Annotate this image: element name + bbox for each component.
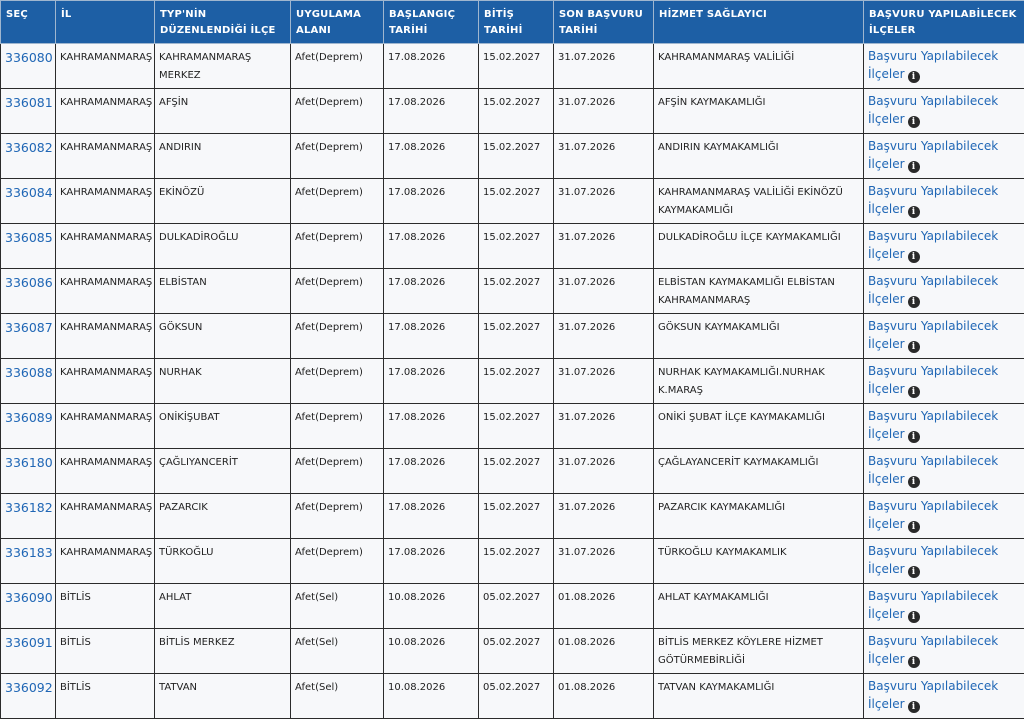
row-id-link[interactable]: 336090 (1, 584, 56, 629)
row-district: KAHRAMANMARAŞ MERKEZ (155, 44, 291, 89)
row-id-link[interactable]: 336082 (1, 134, 56, 179)
info-icon[interactable]: i (908, 476, 920, 488)
row-district: TÜRKOĞLU (155, 539, 291, 584)
row-district: ELBİSTAN (155, 269, 291, 314)
row-eligible-districts-cell (864, 269, 1024, 314)
row-application-area: Afet(Deprem) (291, 179, 384, 224)
row-service-provider: AFŞİN KAYMAKAMLIĞI (654, 89, 864, 134)
row-province: KAHRAMANMARAŞ (56, 359, 155, 404)
row-id-link[interactable]: 336089 (1, 404, 56, 449)
row-start-date: 17.08.2026 (384, 134, 479, 179)
info-icon[interactable]: i (908, 656, 920, 668)
row-province: KAHRAMANMARAŞ (56, 269, 155, 314)
row-service-provider: KAHRAMANMARAŞ VALİLİĞİ EKİNÖZÜ KAYMAKAMLIĞI (654, 179, 864, 224)
row-service-provider: ONİKİ ŞUBAT İLÇE KAYMAKAMLIĞI (654, 404, 864, 449)
table-row (1, 539, 1024, 584)
table-row (1, 584, 1024, 629)
row-application-area: Afet(Deprem) (291, 224, 384, 269)
row-application-area: Afet(Deprem) (291, 269, 384, 314)
row-application-area: Afet(Sel) (291, 674, 384, 719)
row-province: KAHRAMANMARAŞ (56, 134, 155, 179)
row-start-date: 17.08.2026 (384, 449, 479, 494)
row-start-date: 17.08.2026 (384, 539, 479, 584)
row-end-date: 15.02.2027 (479, 359, 554, 404)
table-row (1, 629, 1024, 674)
row-deadline: 31.07.2026 (554, 404, 654, 449)
row-end-date: 15.02.2027 (479, 539, 554, 584)
info-icon[interactable]: i (908, 296, 920, 308)
row-start-date: 17.08.2026 (384, 494, 479, 539)
column-header-select: SEÇ (1, 1, 56, 44)
row-eligible-districts-cell (864, 539, 1024, 584)
row-deadline: 31.07.2026 (554, 44, 654, 89)
table-row (1, 89, 1024, 134)
row-service-provider: ELBİSTAN KAYMAKAMLIĞI ELBİSTAN KAHRAMANMARAŞ (654, 269, 864, 314)
row-end-date: 15.02.2027 (479, 449, 554, 494)
row-province: KAHRAMANMARAŞ (56, 179, 155, 224)
row-province: KAHRAMANMARAŞ (56, 539, 155, 584)
row-start-date: 17.08.2026 (384, 89, 479, 134)
row-deadline: 31.07.2026 (554, 494, 654, 539)
row-district: NURHAK (155, 359, 291, 404)
info-icon[interactable]: i (908, 71, 920, 83)
row-eligible-districts-cell (864, 404, 1024, 449)
row-province: BİTLİS (56, 674, 155, 719)
row-end-date: 15.02.2027 (479, 494, 554, 539)
row-end-date: 15.02.2027 (479, 179, 554, 224)
row-end-date: 05.02.2027 (479, 629, 554, 674)
table-row (1, 359, 1024, 404)
row-district: ÇAĞLIYANCERİT (155, 449, 291, 494)
table-row (1, 494, 1024, 539)
row-deadline: 31.07.2026 (554, 134, 654, 179)
table-row (1, 674, 1024, 719)
eligible-districts-link[interactable]: Başvuru Yapılabilecek İlçeler (868, 454, 998, 486)
row-deadline: 31.07.2026 (554, 314, 654, 359)
row-end-date: 15.02.2027 (479, 224, 554, 269)
eligible-districts-link[interactable]: Başvuru Yapılabilecek İlçeler (868, 94, 998, 126)
row-application-area: Afet(Deprem) (291, 89, 384, 134)
table-row (1, 44, 1024, 89)
row-id-link[interactable]: 336087 (1, 314, 56, 359)
row-deadline: 01.08.2026 (554, 629, 654, 674)
row-application-area: Afet(Deprem) (291, 314, 384, 359)
row-eligible-districts-cell (864, 44, 1024, 89)
row-application-area: Afet(Deprem) (291, 449, 384, 494)
row-eligible-districts-cell (864, 179, 1024, 224)
row-service-provider: PAZARCIK KAYMAKAMLIĞI (654, 494, 864, 539)
row-id-link[interactable]: 336081 (1, 89, 56, 134)
info-icon[interactable]: i (908, 431, 920, 443)
row-id-link[interactable]: 336084 (1, 179, 56, 224)
row-application-area: Afet(Deprem) (291, 404, 384, 449)
row-id-link[interactable]: 336091 (1, 629, 56, 674)
eligible-districts-link[interactable]: Başvuru Yapılabilecek İlçeler (868, 544, 998, 576)
column-header-end-date: BİTİŞ TARİHİ (479, 1, 554, 44)
column-header-district: TYP'NİN DÜZENLENDİĞİ İLÇE (155, 1, 291, 44)
row-eligible-districts-cell (864, 314, 1024, 359)
row-application-area: Afet(Deprem) (291, 539, 384, 584)
column-header-service-provider: HİZMET SAĞLAYICI (654, 1, 864, 44)
row-service-provider: GÖKSUN KAYMAKAMLIĞI (654, 314, 864, 359)
row-service-provider: NURHAK KAYMAKAMLIĞI.NURHAK K.MARAŞ (654, 359, 864, 404)
row-deadline: 31.07.2026 (554, 179, 654, 224)
table-row (1, 404, 1024, 449)
row-eligible-districts-cell (864, 224, 1024, 269)
eligible-districts-link[interactable]: Başvuru Yapılabilecek İlçeler (868, 409, 998, 441)
row-application-area: Afet(Deprem) (291, 359, 384, 404)
row-service-provider: DULKADİROĞLU İLÇE KAYMAKAMLIĞI (654, 224, 864, 269)
row-district: BİTLİS MERKEZ (155, 629, 291, 674)
row-start-date: 17.08.2026 (384, 269, 479, 314)
row-district: ANDIRIN (155, 134, 291, 179)
row-id-link[interactable]: 336182 (1, 494, 56, 539)
row-province: KAHRAMANMARAŞ (56, 404, 155, 449)
row-id-link[interactable]: 336086 (1, 269, 56, 314)
row-deadline: 31.07.2026 (554, 539, 654, 584)
row-start-date: 10.08.2026 (384, 629, 479, 674)
row-id-link[interactable]: 336180 (1, 449, 56, 494)
row-end-date: 15.02.2027 (479, 134, 554, 179)
row-eligible-districts-cell (864, 359, 1024, 404)
column-header-application-area: UYGULAMA ALANI (291, 1, 384, 44)
eligible-districts-link[interactable]: Başvuru Yapılabilecek İlçeler (868, 499, 998, 531)
column-header-province: İL (56, 1, 155, 44)
column-header-start-date: BAŞLANGIÇ TARİHİ (384, 1, 479, 44)
row-start-date: 17.08.2026 (384, 179, 479, 224)
row-application-area: Afet(Deprem) (291, 494, 384, 539)
row-end-date: 05.02.2027 (479, 674, 554, 719)
row-district: AFŞİN (155, 89, 291, 134)
info-icon[interactable]: i (908, 521, 920, 533)
row-id-link[interactable]: 336085 (1, 224, 56, 269)
info-icon[interactable]: i (908, 611, 920, 623)
table-header-row (1, 1, 1024, 44)
row-district: ONİKİŞUBAT (155, 404, 291, 449)
row-end-date: 15.02.2027 (479, 89, 554, 134)
row-service-provider: BİTLİS MERKEZ KÖYLERE HİZMET GÖTÜRMEBİRLİĞİ (654, 629, 864, 674)
row-province: KAHRAMANMARAŞ (56, 314, 155, 359)
row-province: KAHRAMANMARAŞ (56, 494, 155, 539)
row-province: BİTLİS (56, 584, 155, 629)
row-province: KAHRAMANMARAŞ (56, 224, 155, 269)
info-icon[interactable]: i (908, 386, 920, 398)
info-icon[interactable]: i (908, 566, 920, 578)
row-district: DULKADİROĞLU (155, 224, 291, 269)
table-row (1, 134, 1024, 179)
row-service-provider: KAHRAMANMARAŞ VALİLİĞİ (654, 44, 864, 89)
row-province: KAHRAMANMARAŞ (56, 44, 155, 89)
row-end-date: 15.02.2027 (479, 404, 554, 449)
row-id-link[interactable]: 336092 (1, 674, 56, 719)
row-district: GÖKSUN (155, 314, 291, 359)
info-icon[interactable]: i (908, 251, 920, 263)
eligible-districts-link[interactable]: Başvuru Yapılabilecek İlçeler (868, 589, 998, 621)
info-icon[interactable]: i (908, 341, 920, 353)
info-icon[interactable]: i (908, 161, 920, 173)
row-start-date: 17.08.2026 (384, 404, 479, 449)
row-deadline: 31.07.2026 (554, 359, 654, 404)
row-district: EKİNÖZÜ (155, 179, 291, 224)
row-province: KAHRAMANMARAŞ (56, 89, 155, 134)
eligible-districts-link[interactable]: Başvuru Yapılabilecek İlçeler (868, 364, 998, 396)
row-application-area: Afet(Deprem) (291, 134, 384, 179)
row-deadline: 31.07.2026 (554, 269, 654, 314)
eligible-districts-link[interactable]: Başvuru Yapılabilecek İlçeler (868, 634, 998, 666)
row-eligible-districts-cell (864, 494, 1024, 539)
row-deadline: 31.07.2026 (554, 449, 654, 494)
table-row (1, 179, 1024, 224)
row-id-link[interactable]: 336183 (1, 539, 56, 584)
row-start-date: 17.08.2026 (384, 359, 479, 404)
row-eligible-districts-cell (864, 584, 1024, 629)
row-service-provider: TATVAN KAYMAKAMLIĞI (654, 674, 864, 719)
row-start-date: 10.08.2026 (384, 584, 479, 629)
info-icon[interactable]: i (908, 701, 920, 713)
row-end-date: 05.02.2027 (479, 584, 554, 629)
info-icon[interactable]: i (908, 116, 920, 128)
column-header-deadline: SON BAŞVURU TARİHİ (554, 1, 654, 44)
row-application-area: Afet(Sel) (291, 584, 384, 629)
eligible-districts-link[interactable]: Başvuru Yapılabilecek İlçeler (868, 49, 998, 81)
row-service-provider: ANDIRIN KAYMAKAMLIĞI (654, 134, 864, 179)
table-row (1, 449, 1024, 494)
row-eligible-districts-cell (864, 89, 1024, 134)
column-header-eligible-districts: BAŞVURU YAPILABİLECEK İLÇELER (864, 1, 1024, 44)
table-row (1, 224, 1024, 269)
row-district: PAZARCIK (155, 494, 291, 539)
table-row (1, 269, 1024, 314)
row-province: BİTLİS (56, 629, 155, 674)
eligible-districts-link[interactable]: Başvuru Yapılabilecek İlçeler (868, 184, 998, 216)
info-icon[interactable]: i (908, 206, 920, 218)
row-deadline: 01.08.2026 (554, 584, 654, 629)
row-deadline: 01.08.2026 (554, 674, 654, 719)
row-eligible-districts-cell (864, 134, 1024, 179)
row-start-date: 10.08.2026 (384, 674, 479, 719)
table-row (1, 314, 1024, 359)
row-application-area: Afet(Sel) (291, 629, 384, 674)
eligible-districts-link[interactable]: Başvuru Yapılabilecek İlçeler (868, 139, 998, 171)
eligible-districts-link[interactable]: Başvuru Yapılabilecek İlçeler (868, 274, 998, 306)
eligible-districts-link[interactable]: Başvuru Yapılabilecek İlçeler (868, 679, 998, 711)
row-deadline: 31.07.2026 (554, 89, 654, 134)
row-service-provider: TÜRKOĞLU KAYMAKAMLIK (654, 539, 864, 584)
row-application-area: Afet(Deprem) (291, 44, 384, 89)
row-id-link[interactable]: 336080 (1, 44, 56, 89)
eligible-districts-link[interactable]: Başvuru Yapılabilecek İlçeler (868, 229, 998, 261)
row-eligible-districts-cell (864, 629, 1024, 674)
row-service-provider: AHLAT KAYMAKAMLIĞI (654, 584, 864, 629)
row-start-date: 17.08.2026 (384, 44, 479, 89)
row-id-link[interactable]: 336088 (1, 359, 56, 404)
row-eligible-districts-cell (864, 449, 1024, 494)
row-start-date: 17.08.2026 (384, 314, 479, 359)
row-province: KAHRAMANMARAŞ (56, 449, 155, 494)
eligible-districts-link[interactable]: Başvuru Yapılabilecek İlçeler (868, 319, 998, 351)
row-end-date: 15.02.2027 (479, 314, 554, 359)
row-deadline: 31.07.2026 (554, 224, 654, 269)
row-district: TATVAN (155, 674, 291, 719)
row-eligible-districts-cell (864, 674, 1024, 719)
row-district: AHLAT (155, 584, 291, 629)
row-end-date: 15.02.2027 (479, 269, 554, 314)
row-end-date: 15.02.2027 (479, 44, 554, 89)
row-start-date: 17.08.2026 (384, 224, 479, 269)
row-service-provider: ÇAĞLAYANCERİT KAYMAKAMLIĞI (654, 449, 864, 494)
